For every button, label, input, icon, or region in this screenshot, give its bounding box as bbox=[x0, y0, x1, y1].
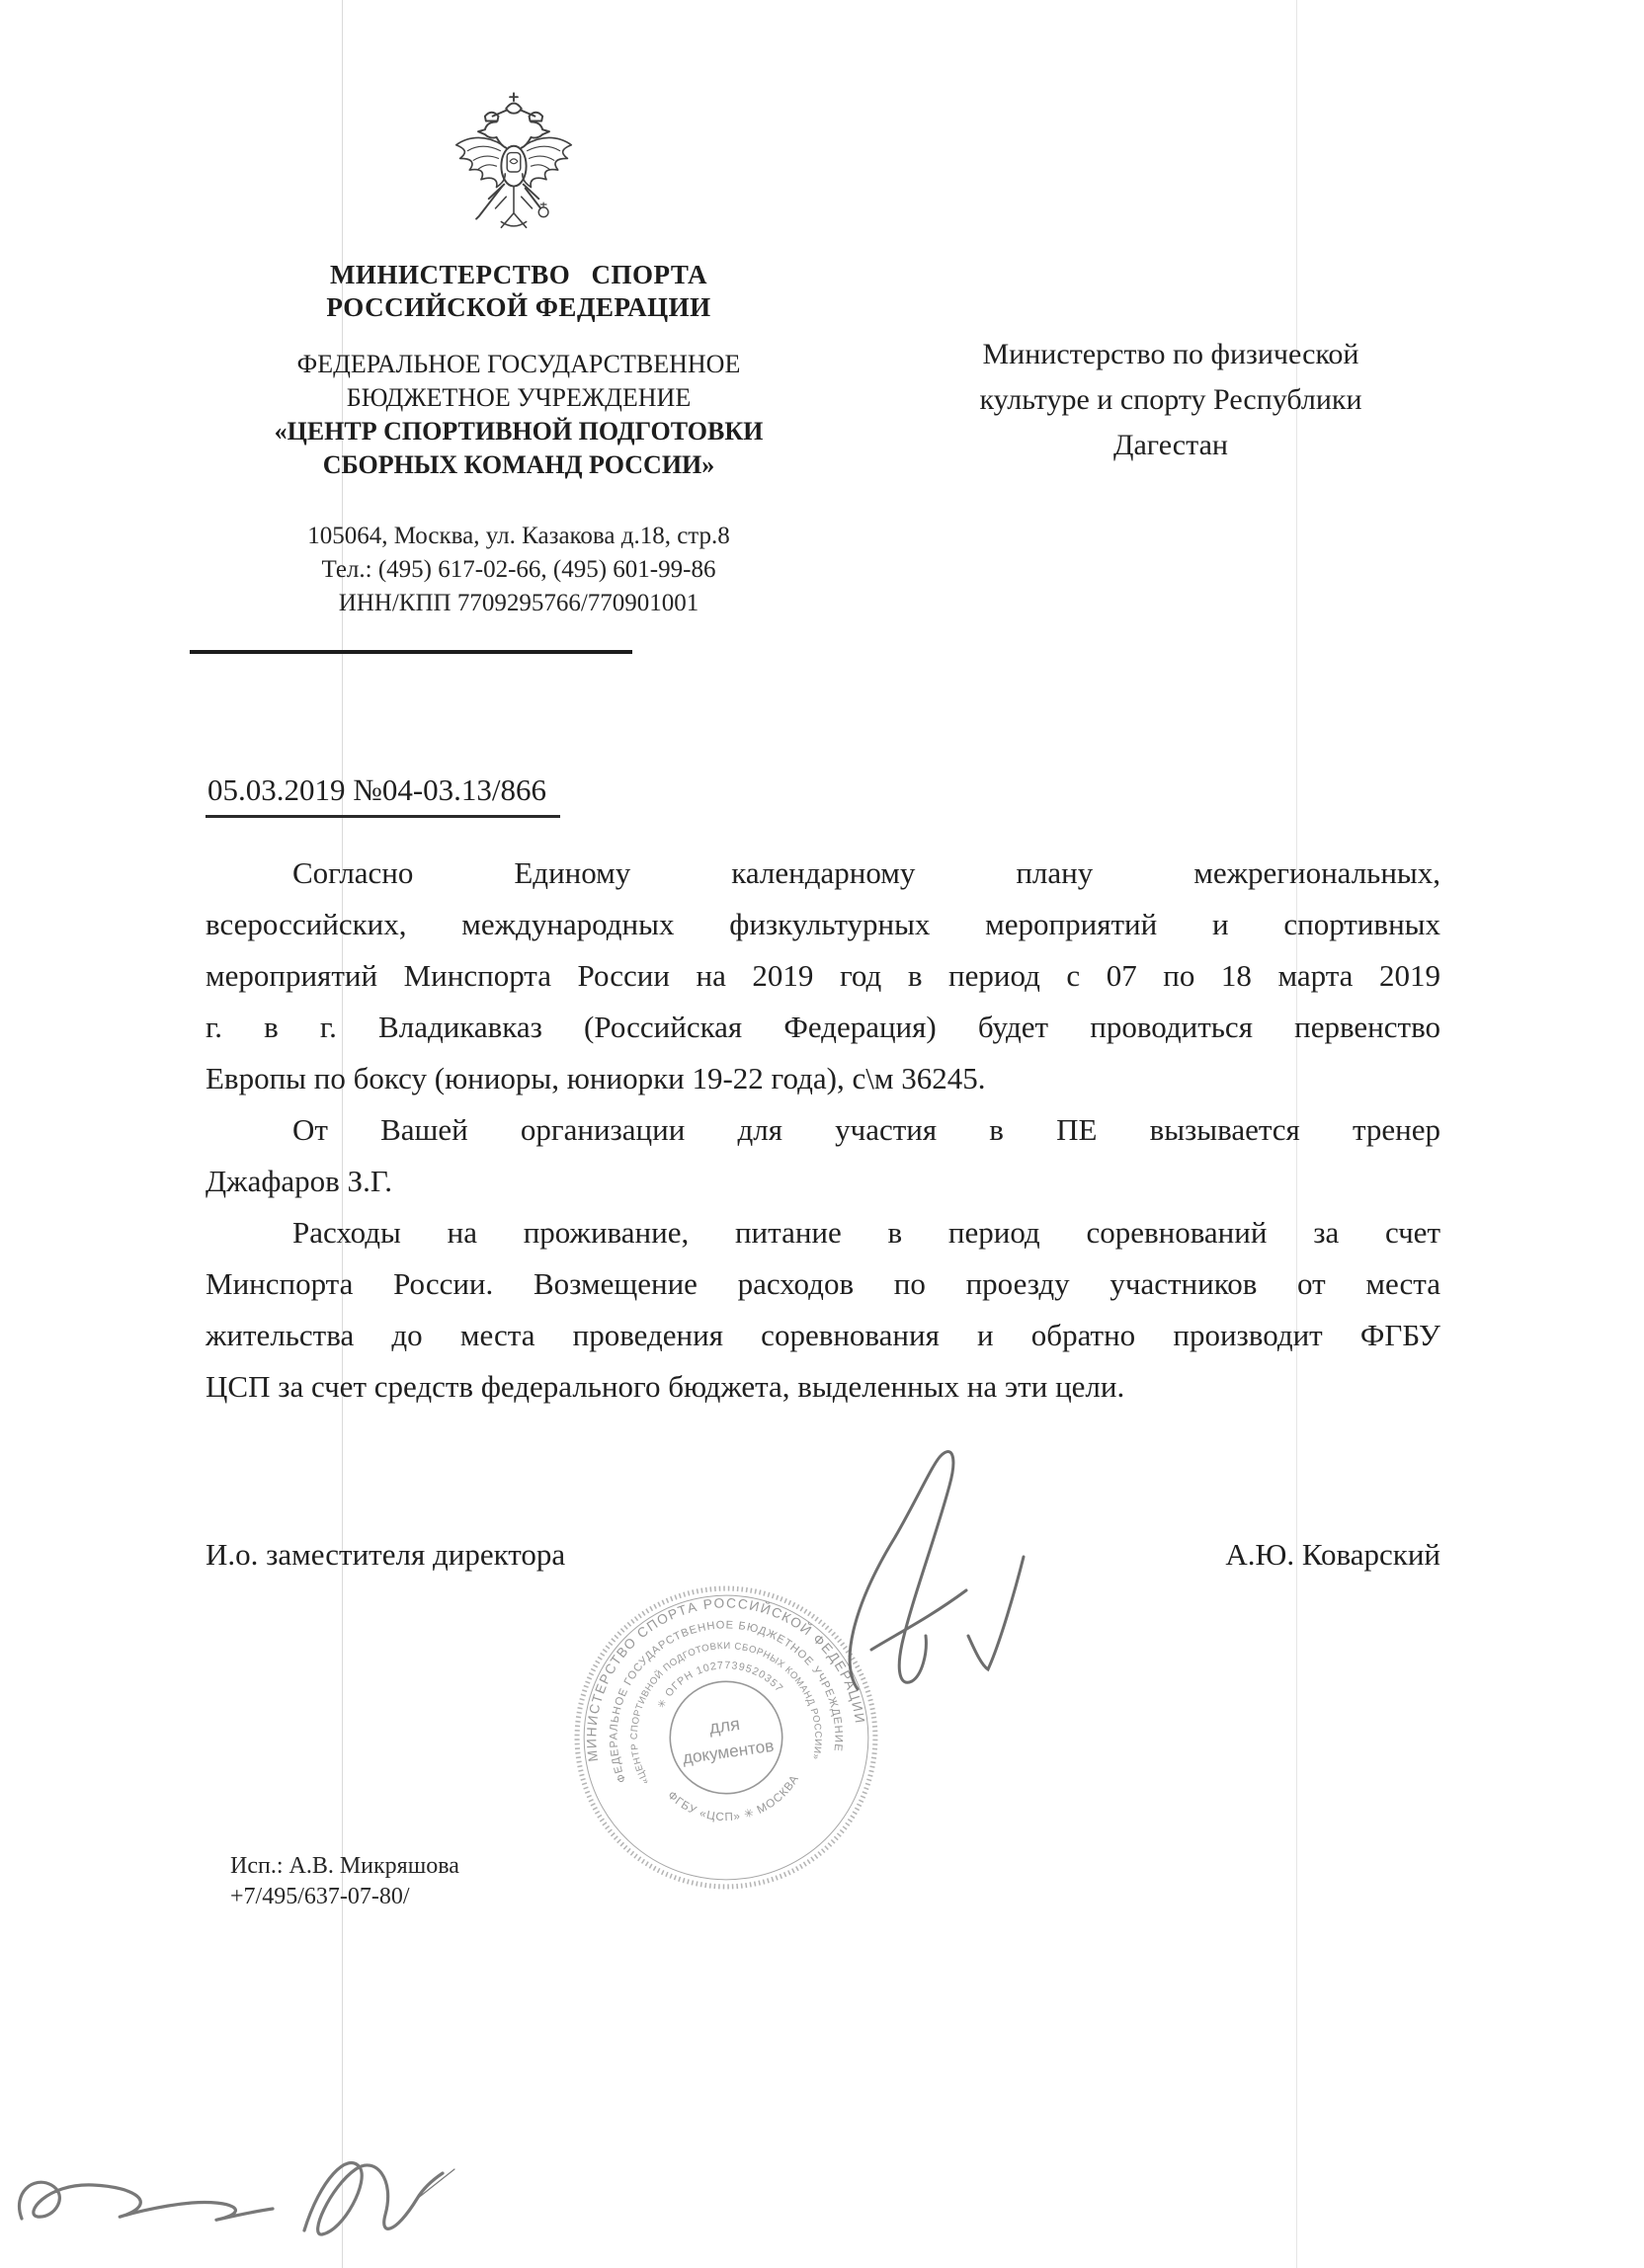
stamp-ring-org: «ЦЕНТР СПОРТИВНОЙ ПОДГОТОВКИ СБОРНЫХ КОМАНД РОССИИ» bbox=[628, 1640, 824, 1786]
organization-name bbox=[168, 348, 869, 482]
organization-line: ФЕДЕРАЛЬНОЕ ГОСУДАРСТВЕННОЕ bbox=[296, 350, 741, 378]
signer-name: А.Ю. Коварский bbox=[1225, 1537, 1440, 1572]
executor-block bbox=[230, 1851, 459, 1912]
body-line: ЦСП за счет средств федерального бюджета, выделенных на эти цели. bbox=[206, 1369, 1125, 1404]
stamp-ring-ogrn: ✳ ОГРН 1027739520357 bbox=[655, 1660, 786, 1711]
recipient-line: Министерство по физической bbox=[982, 338, 1359, 370]
stamp-center-line: документов bbox=[681, 1735, 776, 1768]
stamp-ring-middle: ФЕДЕРАЛЬНОЕ ГОСУДАРСТВЕННОЕ БЮДЖЕТНОЕ УЧРЕЖДЕНИЕ bbox=[608, 1619, 845, 1785]
executor-name: Исп.: А.В. Микряшова bbox=[230, 1853, 459, 1879]
recipient-line: культуре и спорту Республики bbox=[979, 383, 1362, 416]
body-line: г. в г. Владикавказ (Российская Федерация) будет проводиться первенство bbox=[206, 1010, 1440, 1044]
letterhead-contacts bbox=[168, 520, 869, 620]
body-line: Джафаров З.Г. bbox=[206, 1164, 393, 1198]
ministry-line: МИНИСТЕРСТВО СПОРТА bbox=[329, 260, 708, 289]
letterhead bbox=[168, 259, 869, 620]
ministry-line: РОССИЙСКОЙ ФЕДЕРАЦИИ bbox=[326, 292, 711, 322]
ministry-name bbox=[168, 259, 869, 324]
paragraph bbox=[206, 1104, 1440, 1207]
body-line: жительства до места проведения соревнования и обратно производит ФГБУ bbox=[206, 1318, 1440, 1352]
handwritten-scribble-icon bbox=[8, 2124, 472, 2262]
stamp-center-line: для bbox=[707, 1712, 742, 1739]
body-line: Согласно Единому календарному плану межрегиональных, bbox=[292, 855, 1440, 890]
letter-body bbox=[206, 848, 1440, 1413]
inn-kpp-line: ИНН/КПП 7709295766/770901001 bbox=[338, 590, 699, 616]
body-line: мероприятий Минспорта России на 2019 год в период с 07 по 18 марта 2019 bbox=[206, 958, 1440, 993]
organization-line: «ЦЕНТР СПОРТИВНОЙ ПОДГОТОВКИ bbox=[274, 417, 764, 446]
phone-line: Тел.: (495) 617-02-66, (495) 601-99-86 bbox=[321, 556, 716, 583]
handwritten-signature-icon bbox=[812, 1440, 1065, 1699]
letterhead-divider bbox=[190, 650, 632, 654]
address-line: 105064, Москва, ул. Казакова д.18, стр.8 bbox=[307, 523, 730, 549]
paragraph bbox=[206, 1207, 1440, 1413]
body-line: Минспорта России. Возмещение расходов по проезду участников от места bbox=[206, 1266, 1440, 1301]
body-line: От Вашей организации для участия в ПЕ вызывается тренер bbox=[292, 1112, 1440, 1147]
signer-position: И.о. заместителя директора bbox=[206, 1537, 566, 1572]
body-line: всероссийских, международных физкультурных мероприятий и спортивных bbox=[206, 907, 1440, 941]
stamp-bottom-arc: ФГБУ «ЦСП» ✳ МОСКВА bbox=[665, 1772, 802, 1824]
recipient-block bbox=[939, 332, 1403, 468]
body-line: Европы по боксу (юниоры, юниорки 19-22 года), с\м 36245. bbox=[206, 1061, 986, 1095]
svg-text:ФГБУ «ЦСП» ✳ МОСКВА bbox=[664, 1771, 806, 1832]
organization-line: БЮДЖЕТНОЕ УЧРЕЖДЕНИЕ bbox=[346, 383, 692, 412]
paragraph bbox=[206, 848, 1440, 1104]
executor-phone: +7/495/637-07-80/ bbox=[230, 1884, 410, 1909]
organization-line: СБОРНЫХ КОМАНД РОССИИ» bbox=[322, 450, 715, 479]
stamp-ring-outer: МИНИСТЕРСТВО СПОРТА РОССИЙСКОЙ ФЕДЕРАЦИИ bbox=[584, 1595, 868, 1763]
body-line: Расходы на проживание, питание в период соревнований за счет bbox=[292, 1215, 1440, 1250]
double-headed-eagle-icon bbox=[447, 87, 581, 255]
recipient-line: Дагестан bbox=[1113, 429, 1228, 461]
reference-date-number: 05.03.2019 №04-03.13/866 bbox=[206, 772, 560, 818]
